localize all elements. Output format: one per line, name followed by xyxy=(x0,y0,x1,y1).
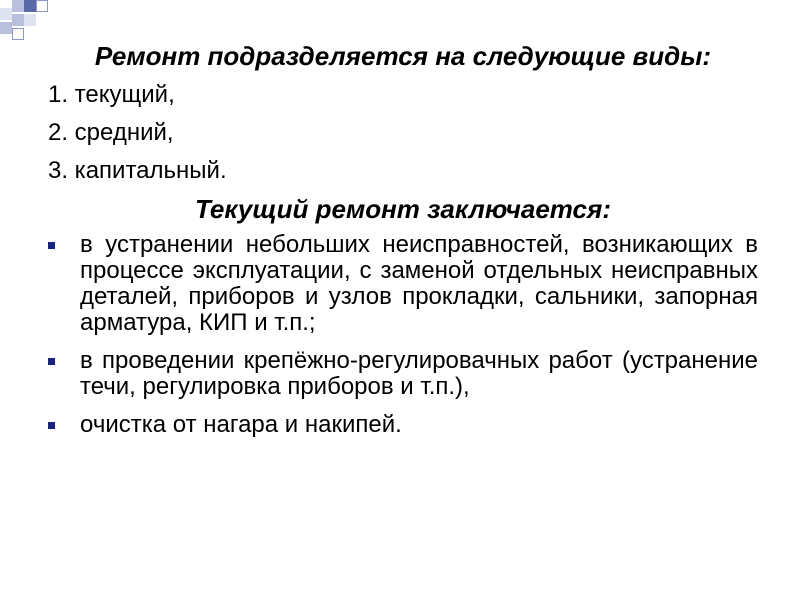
slide-heading-current-repair: Текущий ремонт заключается: xyxy=(195,194,611,224)
slide-heading-repair-types: Ремонт подразделяется на следующие виды: xyxy=(94,41,712,71)
repair-type-item: 3. капитальный. xyxy=(48,157,227,184)
bullet-text: очистка от нагара и накипей. xyxy=(80,411,402,438)
bullet-item xyxy=(48,348,758,400)
decor-square xyxy=(24,0,36,12)
bullet-item xyxy=(48,232,758,336)
bullet-text: в устранении небольших неисправностей, возникающих в процессе эксплуатации, с заменой отдельных неисправных деталей, приборов и узлов прокладки, сальники, запорная арматура, КИП и т.п.; xyxy=(80,231,758,336)
bullet-item xyxy=(48,412,758,438)
decor-square xyxy=(12,14,24,26)
current-repair-bullet-list xyxy=(48,232,758,438)
slide-content xyxy=(48,42,758,450)
decor-square xyxy=(0,22,12,34)
square-bullet-icon xyxy=(48,242,55,249)
decor-square xyxy=(12,28,24,40)
decor-square xyxy=(24,14,36,26)
bullet-text: в проведении крепёжно-регулировачных работ (устранение течи, регулировка приборов и т.п.), xyxy=(80,347,758,400)
decor-square xyxy=(0,8,12,20)
repair-type-item: 2. средний, xyxy=(48,119,174,146)
decor-square xyxy=(36,0,48,12)
decor-square xyxy=(12,0,24,12)
repair-type-item: 1. текущий, xyxy=(48,81,175,108)
repair-types-list xyxy=(48,81,758,184)
square-bullet-icon xyxy=(48,422,55,429)
square-bullet-icon xyxy=(48,358,55,365)
